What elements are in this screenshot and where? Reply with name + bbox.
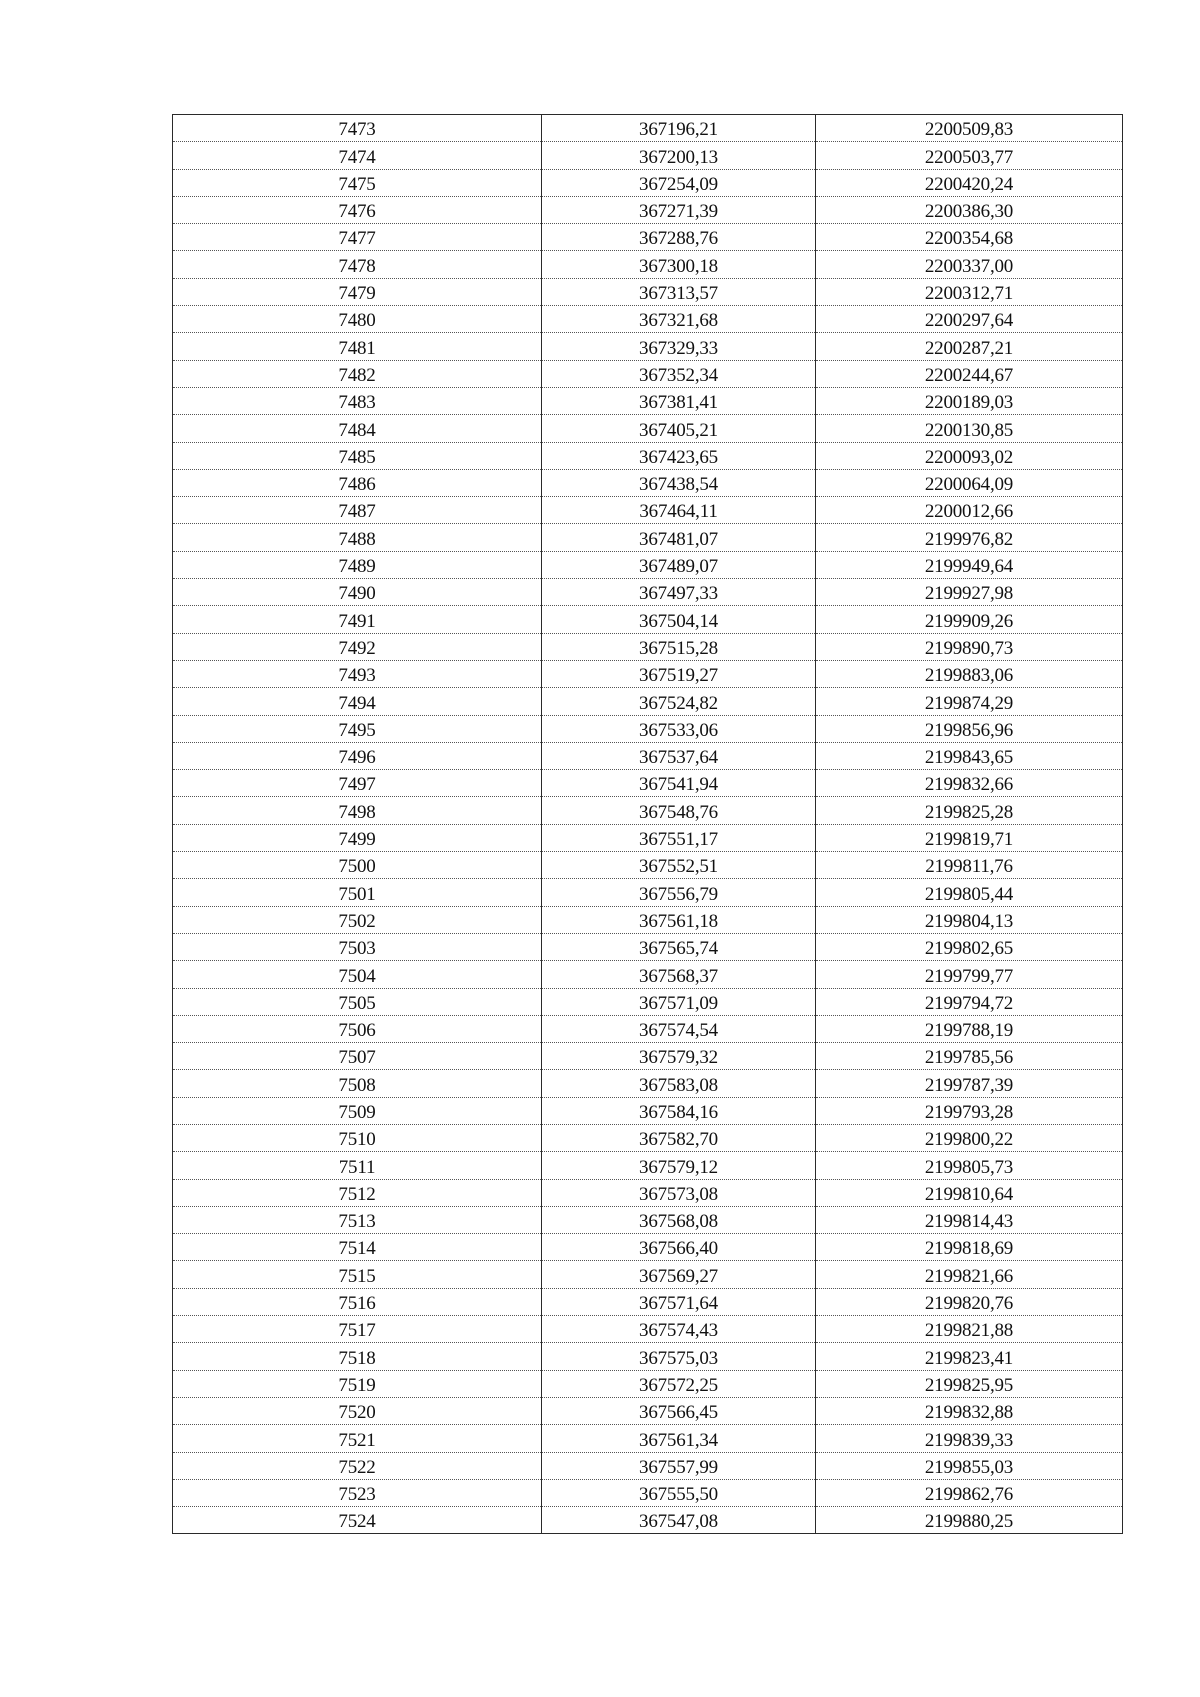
x-coordinate-cell: 367497,33 — [542, 579, 816, 606]
y-coordinate-cell: 2199793,28 — [816, 1097, 1123, 1124]
x-coordinate-cell: 367271,39 — [542, 196, 816, 223]
table-row — [173, 1343, 1123, 1370]
y-coordinate-cell: 2199799,77 — [816, 961, 1123, 988]
x-coordinate-cell: 367582,70 — [542, 1124, 816, 1151]
table-row — [173, 551, 1123, 578]
point-number-cell: 7520 — [173, 1397, 542, 1424]
table-row — [173, 961, 1123, 988]
table-row — [173, 633, 1123, 660]
x-coordinate-cell: 367321,68 — [542, 306, 816, 333]
y-coordinate-cell: 2200297,64 — [816, 306, 1123, 333]
point-number-cell: 7519 — [173, 1370, 542, 1397]
y-coordinate-cell: 2199819,71 — [816, 824, 1123, 851]
y-coordinate-cell: 2199823,41 — [816, 1343, 1123, 1370]
x-coordinate-cell: 367565,74 — [542, 933, 816, 960]
x-coordinate-cell: 367571,09 — [542, 988, 816, 1015]
x-coordinate-cell: 367566,45 — [542, 1397, 816, 1424]
table-row — [173, 387, 1123, 414]
x-coordinate-cell: 367561,34 — [542, 1425, 816, 1452]
table-row — [173, 797, 1123, 824]
point-number-cell: 7490 — [173, 579, 542, 606]
y-coordinate-cell: 2199862,76 — [816, 1479, 1123, 1506]
table-row — [173, 1015, 1123, 1042]
table-row — [173, 115, 1123, 142]
y-coordinate-cell: 2199839,33 — [816, 1425, 1123, 1452]
x-coordinate-cell: 367537,64 — [542, 742, 816, 769]
y-coordinate-cell: 2199800,22 — [816, 1124, 1123, 1151]
x-coordinate-cell: 367200,13 — [542, 142, 816, 169]
x-coordinate-cell: 367583,08 — [542, 1070, 816, 1097]
point-number-cell: 7482 — [173, 360, 542, 387]
y-coordinate-cell: 2199802,65 — [816, 933, 1123, 960]
y-coordinate-cell: 2199788,19 — [816, 1015, 1123, 1042]
table-row — [173, 1234, 1123, 1261]
x-coordinate-cell: 367557,99 — [542, 1452, 816, 1479]
x-coordinate-cell: 367566,40 — [542, 1234, 816, 1261]
x-coordinate-cell: 367573,08 — [542, 1179, 816, 1206]
point-number-cell: 7523 — [173, 1479, 542, 1506]
y-coordinate-cell: 2199832,66 — [816, 770, 1123, 797]
table-row — [173, 278, 1123, 305]
y-coordinate-cell: 2199821,88 — [816, 1316, 1123, 1343]
x-coordinate-cell: 367519,27 — [542, 660, 816, 687]
x-coordinate-cell: 367533,06 — [542, 715, 816, 742]
table-row — [173, 1097, 1123, 1124]
x-coordinate-cell: 367423,65 — [542, 442, 816, 469]
y-coordinate-cell: 2199843,65 — [816, 742, 1123, 769]
table-row — [173, 579, 1123, 606]
table-row — [173, 852, 1123, 879]
point-number-cell: 7478 — [173, 251, 542, 278]
point-number-cell: 7503 — [173, 933, 542, 960]
table-row — [173, 1452, 1123, 1479]
y-coordinate-cell: 2200287,21 — [816, 333, 1123, 360]
table-row — [173, 879, 1123, 906]
x-coordinate-cell: 367547,08 — [542, 1507, 816, 1534]
point-number-cell: 7518 — [173, 1343, 542, 1370]
x-coordinate-cell: 367524,82 — [542, 688, 816, 715]
x-coordinate-cell: 367579,32 — [542, 1043, 816, 1070]
point-number-cell: 7512 — [173, 1179, 542, 1206]
point-number-cell: 7498 — [173, 797, 542, 824]
table-row — [173, 142, 1123, 169]
y-coordinate-cell: 2200130,85 — [816, 415, 1123, 442]
x-coordinate-cell: 367568,37 — [542, 961, 816, 988]
x-coordinate-cell: 367575,03 — [542, 1343, 816, 1370]
table-row — [173, 524, 1123, 551]
y-coordinate-cell: 2199787,39 — [816, 1070, 1123, 1097]
table-row — [173, 360, 1123, 387]
table-row — [173, 715, 1123, 742]
x-coordinate-cell: 367489,07 — [542, 551, 816, 578]
table-row — [173, 606, 1123, 633]
table-body — [173, 115, 1123, 1534]
point-number-cell: 7481 — [173, 333, 542, 360]
point-number-cell: 7486 — [173, 469, 542, 496]
x-coordinate-cell: 367405,21 — [542, 415, 816, 442]
point-number-cell: 7506 — [173, 1015, 542, 1042]
point-number-cell: 7494 — [173, 688, 542, 715]
table-row — [173, 906, 1123, 933]
point-number-cell: 7502 — [173, 906, 542, 933]
table-row — [173, 1070, 1123, 1097]
x-coordinate-cell: 367196,21 — [542, 115, 816, 142]
x-coordinate-cell: 367551,17 — [542, 824, 816, 851]
point-number-cell: 7476 — [173, 196, 542, 223]
y-coordinate-cell: 2199832,88 — [816, 1397, 1123, 1424]
table-row — [173, 1261, 1123, 1288]
coordinates-table — [172, 114, 1123, 1534]
point-number-cell: 7517 — [173, 1316, 542, 1343]
x-coordinate-cell: 367438,54 — [542, 469, 816, 496]
y-coordinate-cell: 2199825,95 — [816, 1370, 1123, 1397]
table-row — [173, 196, 1123, 223]
x-coordinate-cell: 367555,50 — [542, 1479, 816, 1506]
point-number-cell: 7513 — [173, 1206, 542, 1233]
table-row — [173, 469, 1123, 496]
x-coordinate-cell: 367352,34 — [542, 360, 816, 387]
table-row — [173, 1043, 1123, 1070]
table-row — [173, 169, 1123, 196]
x-coordinate-cell: 367329,33 — [542, 333, 816, 360]
x-coordinate-cell: 367313,57 — [542, 278, 816, 305]
y-coordinate-cell: 2199794,72 — [816, 988, 1123, 1015]
x-coordinate-cell: 367568,08 — [542, 1206, 816, 1233]
point-number-cell: 7477 — [173, 224, 542, 251]
y-coordinate-cell: 2200189,03 — [816, 387, 1123, 414]
table-row — [173, 497, 1123, 524]
table-row — [173, 770, 1123, 797]
point-number-cell: 7501 — [173, 879, 542, 906]
y-coordinate-cell: 2199804,13 — [816, 906, 1123, 933]
x-coordinate-cell: 367574,54 — [542, 1015, 816, 1042]
x-coordinate-cell: 367548,76 — [542, 797, 816, 824]
x-coordinate-cell: 367556,79 — [542, 879, 816, 906]
point-number-cell: 7522 — [173, 1452, 542, 1479]
y-coordinate-cell: 2200337,00 — [816, 251, 1123, 278]
point-number-cell: 7504 — [173, 961, 542, 988]
table-row — [173, 988, 1123, 1015]
x-coordinate-cell: 367504,14 — [542, 606, 816, 633]
table-row — [173, 251, 1123, 278]
x-coordinate-cell: 367584,16 — [542, 1097, 816, 1124]
x-coordinate-cell: 367571,64 — [542, 1288, 816, 1315]
table-row — [173, 1479, 1123, 1506]
y-coordinate-cell: 2199814,43 — [816, 1206, 1123, 1233]
table-row — [173, 1124, 1123, 1151]
y-coordinate-cell: 2199855,03 — [816, 1452, 1123, 1479]
point-number-cell: 7495 — [173, 715, 542, 742]
y-coordinate-cell: 2199810,64 — [816, 1179, 1123, 1206]
y-coordinate-cell: 2199949,64 — [816, 551, 1123, 578]
table-row — [173, 742, 1123, 769]
point-number-cell: 7499 — [173, 824, 542, 851]
y-coordinate-cell: 2199821,66 — [816, 1261, 1123, 1288]
point-number-cell: 7515 — [173, 1261, 542, 1288]
table-row — [173, 224, 1123, 251]
point-number-cell: 7508 — [173, 1070, 542, 1097]
point-number-cell: 7485 — [173, 442, 542, 469]
point-number-cell: 7487 — [173, 497, 542, 524]
table-row — [173, 688, 1123, 715]
y-coordinate-cell: 2200244,67 — [816, 360, 1123, 387]
table-row — [173, 660, 1123, 687]
y-coordinate-cell: 2200503,77 — [816, 142, 1123, 169]
y-coordinate-cell: 2200064,09 — [816, 469, 1123, 496]
point-number-cell: 7493 — [173, 660, 542, 687]
table-row — [173, 442, 1123, 469]
table-row — [173, 933, 1123, 960]
y-coordinate-cell: 2199805,73 — [816, 1152, 1123, 1179]
point-number-cell: 7511 — [173, 1152, 542, 1179]
x-coordinate-cell: 367574,43 — [542, 1316, 816, 1343]
x-coordinate-cell: 367579,12 — [542, 1152, 816, 1179]
x-coordinate-cell: 367464,11 — [542, 497, 816, 524]
y-coordinate-cell: 2200509,83 — [816, 115, 1123, 142]
table-row — [173, 1507, 1123, 1534]
point-number-cell: 7483 — [173, 387, 542, 414]
point-number-cell: 7497 — [173, 770, 542, 797]
y-coordinate-cell: 2199874,29 — [816, 688, 1123, 715]
y-coordinate-cell: 2199883,06 — [816, 660, 1123, 687]
y-coordinate-cell: 2200012,66 — [816, 497, 1123, 524]
point-number-cell: 7509 — [173, 1097, 542, 1124]
x-coordinate-cell: 367569,27 — [542, 1261, 816, 1288]
x-coordinate-cell: 367254,09 — [542, 169, 816, 196]
table-row — [173, 1397, 1123, 1424]
table-row — [173, 333, 1123, 360]
point-number-cell: 7514 — [173, 1234, 542, 1261]
table-row — [173, 306, 1123, 333]
point-number-cell: 7505 — [173, 988, 542, 1015]
table-row — [173, 1425, 1123, 1452]
y-coordinate-cell: 2199856,96 — [816, 715, 1123, 742]
table-row — [173, 1152, 1123, 1179]
y-coordinate-cell: 2199820,76 — [816, 1288, 1123, 1315]
point-number-cell: 7516 — [173, 1288, 542, 1315]
point-number-cell: 7507 — [173, 1043, 542, 1070]
y-coordinate-cell: 2199909,26 — [816, 606, 1123, 633]
x-coordinate-cell: 367561,18 — [542, 906, 816, 933]
table-row — [173, 1288, 1123, 1315]
y-coordinate-cell: 2200093,02 — [816, 442, 1123, 469]
point-number-cell: 7510 — [173, 1124, 542, 1151]
table-row — [173, 1179, 1123, 1206]
table-row — [173, 1206, 1123, 1233]
x-coordinate-cell: 367572,25 — [542, 1370, 816, 1397]
point-number-cell: 7492 — [173, 633, 542, 660]
x-coordinate-cell: 367515,28 — [542, 633, 816, 660]
point-number-cell: 7488 — [173, 524, 542, 551]
table-row — [173, 1316, 1123, 1343]
point-number-cell: 7496 — [173, 742, 542, 769]
point-number-cell: 7475 — [173, 169, 542, 196]
point-number-cell: 7524 — [173, 1507, 542, 1534]
y-coordinate-cell: 2200386,30 — [816, 196, 1123, 223]
y-coordinate-cell: 2199811,76 — [816, 852, 1123, 879]
point-number-cell: 7480 — [173, 306, 542, 333]
y-coordinate-cell: 2199927,98 — [816, 579, 1123, 606]
y-coordinate-cell: 2199785,56 — [816, 1043, 1123, 1070]
y-coordinate-cell: 2200354,68 — [816, 224, 1123, 251]
point-number-cell: 7484 — [173, 415, 542, 442]
y-coordinate-cell: 2199976,82 — [816, 524, 1123, 551]
x-coordinate-cell: 367288,76 — [542, 224, 816, 251]
x-coordinate-cell: 367541,94 — [542, 770, 816, 797]
y-coordinate-cell: 2199805,44 — [816, 879, 1123, 906]
y-coordinate-cell: 2199825,28 — [816, 797, 1123, 824]
point-number-cell: 7521 — [173, 1425, 542, 1452]
point-number-cell: 7479 — [173, 278, 542, 305]
y-coordinate-cell: 2200312,71 — [816, 278, 1123, 305]
point-number-cell: 7491 — [173, 606, 542, 633]
table-row — [173, 415, 1123, 442]
y-coordinate-cell: 2199818,69 — [816, 1234, 1123, 1261]
y-coordinate-cell: 2200420,24 — [816, 169, 1123, 196]
point-number-cell: 7500 — [173, 852, 542, 879]
table-row — [173, 1370, 1123, 1397]
point-number-cell: 7474 — [173, 142, 542, 169]
point-number-cell: 7489 — [173, 551, 542, 578]
x-coordinate-cell: 367481,07 — [542, 524, 816, 551]
table-row — [173, 824, 1123, 851]
x-coordinate-cell: 367552,51 — [542, 852, 816, 879]
y-coordinate-cell: 2199890,73 — [816, 633, 1123, 660]
y-coordinate-cell: 2199880,25 — [816, 1507, 1123, 1534]
point-number-cell: 7473 — [173, 115, 542, 142]
x-coordinate-cell: 367381,41 — [542, 387, 816, 414]
x-coordinate-cell: 367300,18 — [542, 251, 816, 278]
